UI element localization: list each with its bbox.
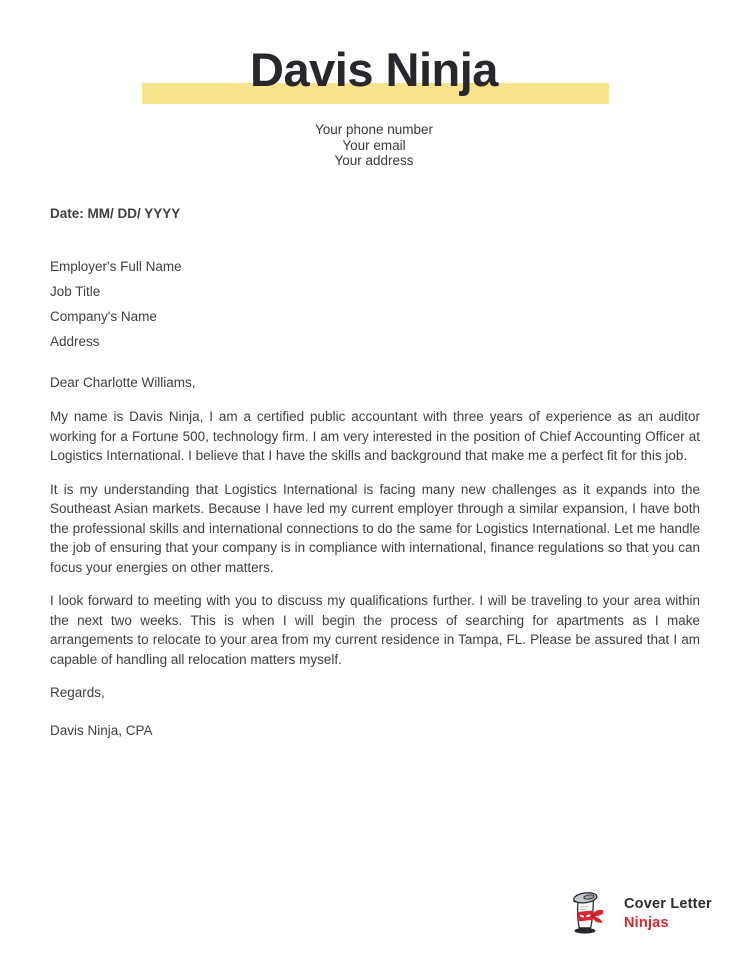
recipient-company-name: Company's Name — [50, 308, 157, 324]
contact-block — [0, 122, 748, 169]
logo-text-ninjas: Ninjas — [624, 915, 669, 931]
contact-email-placeholder: Your email — [342, 137, 406, 153]
brand-logo-text — [624, 895, 712, 933]
date-line: Date: MM/ DD/ YYYY — [50, 206, 181, 221]
closing-line: Regards, — [50, 685, 105, 700]
recipient-address: Address — [50, 333, 100, 349]
letter-paragraph-1: My name is Davis Ninja, I am a certified public accountant with three years of experience as an auditor working for a Fortune 500, technology firm. I am very interested in the position of Chief Accounting Officer at Logistics International. I believe that I have the skills and background that make me a perfect fit for this job. — [50, 409, 700, 463]
salutation-line: Dear Charlotte Williams, — [50, 374, 196, 390]
contact-phone-placeholder: Your phone number — [314, 122, 434, 137]
logo-text-cover-letter: Cover Letter — [624, 896, 712, 912]
contact-address-placeholder: Your address — [334, 153, 414, 168]
brand-logo — [567, 887, 712, 937]
letter-paragraph-3: I look forward to meeting with you to discuss my qualifications further. I will be traveling to your area within the next two weeks. This is when I will begin the process of searching for apartments as I make arrangements to relocate to your area from my current residence in Tampa, FL. Please be assured that I am capable of handling all relocation matters myself. — [50, 593, 700, 667]
recipient-job-title: Job Title — [50, 283, 101, 299]
ninja-scroll-icon — [567, 887, 607, 937]
letter-body — [50, 204, 700, 740]
recipient-full-name: Employer's Full Name — [50, 258, 182, 274]
signature-line: Davis Ninja, CPA — [50, 722, 153, 738]
letter-paragraph-2: It is my understanding that Logistics International is facing many new challenges as it expands into the Southeast Asian markets. Because I have led my current employer through a similar expansion, I have both the professional skills and international connections to do the same for Logistics International. Let me handle the job of ensuring that your company is in compliance with international, finance regulations so that you can focus your energies on other matters. — [50, 481, 700, 575]
page-title: Davis Ninja — [250, 43, 498, 96]
